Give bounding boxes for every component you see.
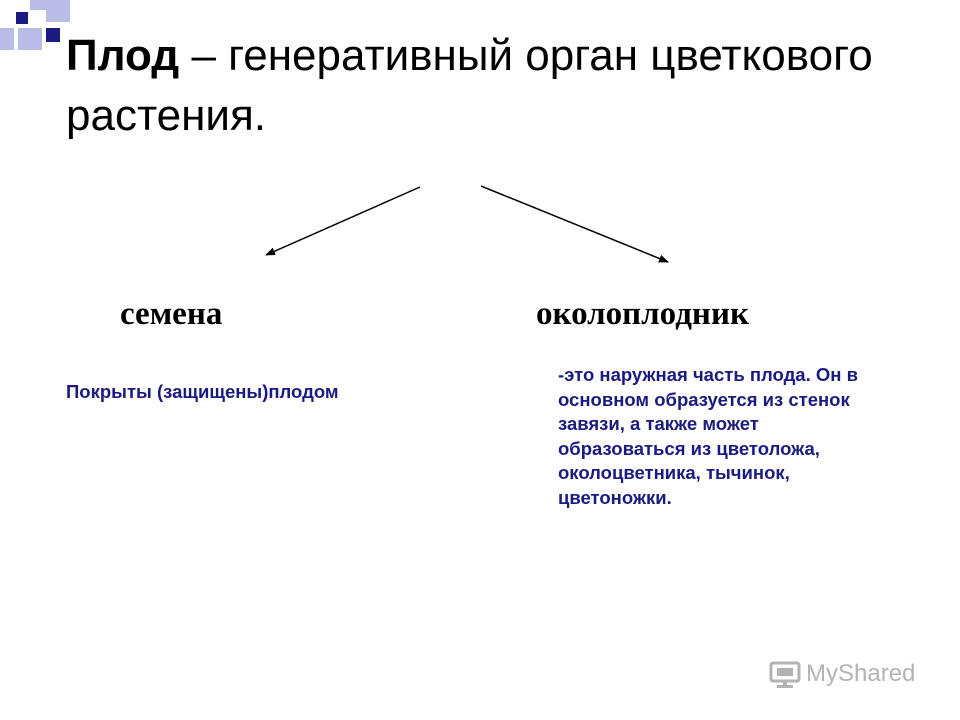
- title-rest: – генеративный орган цветкового растения.: [66, 31, 873, 140]
- seeds-description: Покрыты (защищены)плодом: [66, 381, 339, 402]
- watermark: [768, 656, 915, 692]
- arrow-right: [481, 186, 668, 262]
- branch-label-seeds: семена: [120, 296, 223, 332]
- title-bold-word: Плод: [66, 31, 180, 80]
- presentation-screen-icon: [768, 660, 802, 688]
- watermark-text: MyShared: [806, 660, 916, 687]
- pericarp-description: -это наружная часть плода. Он в основном образуется из стенок завязи, а также может образоваться из цветоложа, околоцветника, тычинок, цветоножки.: [558, 364, 858, 508]
- arrow-left: [266, 187, 420, 255]
- branch-label-pericarp: околоплодник: [536, 296, 749, 332]
